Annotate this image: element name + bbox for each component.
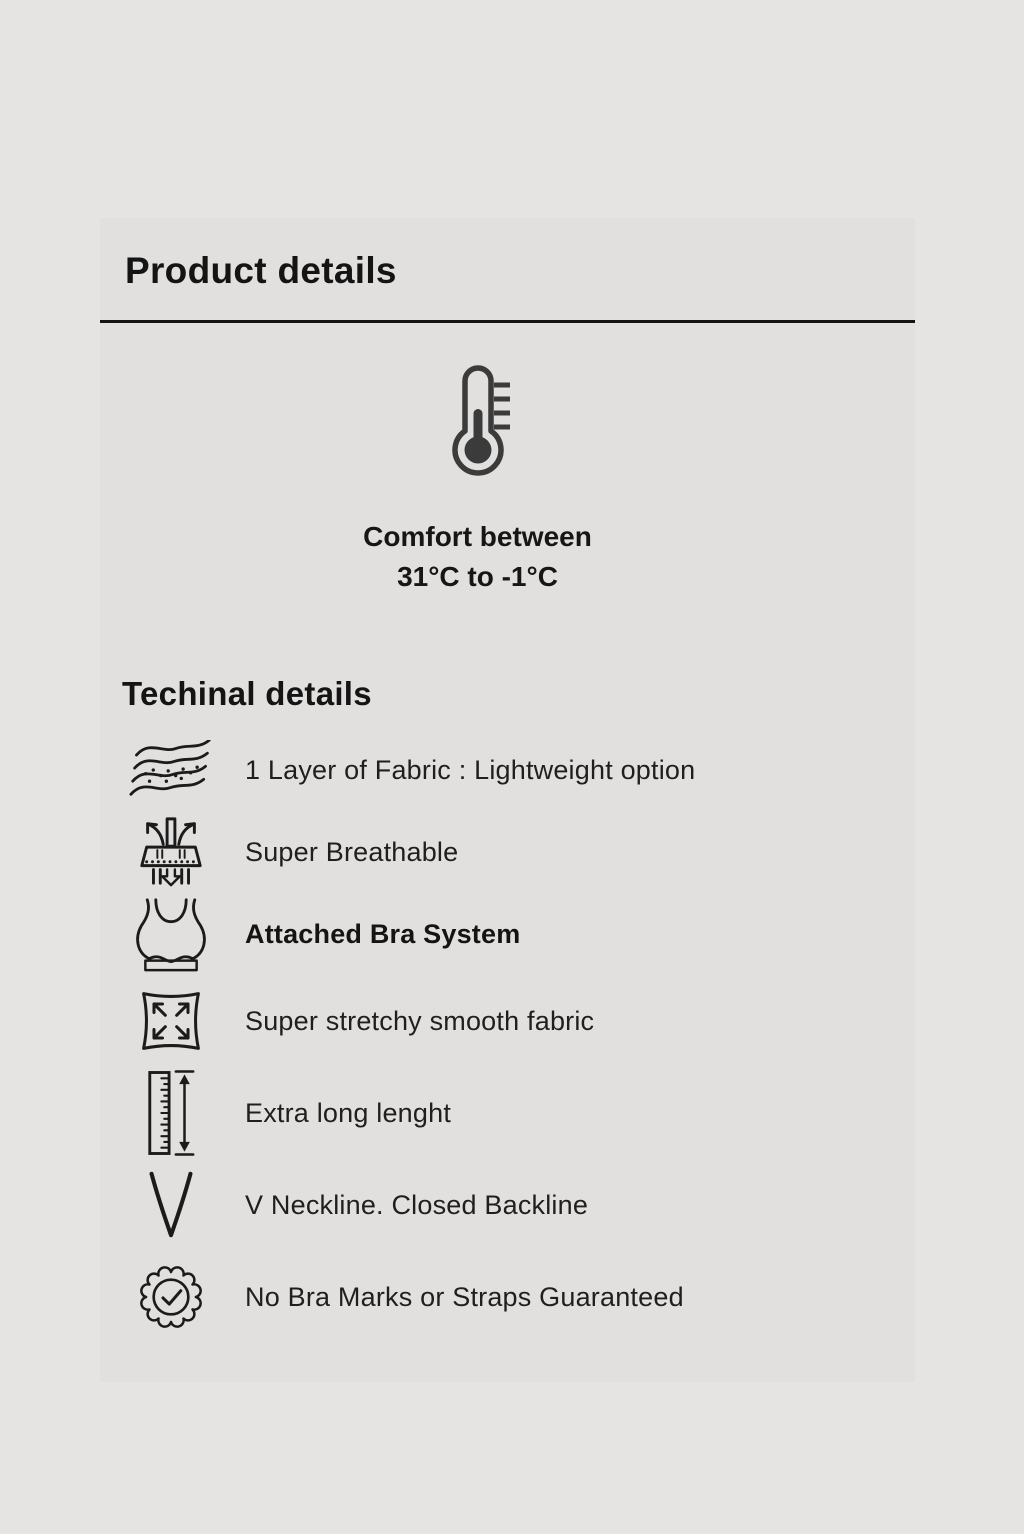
- technical-item-label: 1 Layer of Fabric : Lightweight option: [245, 754, 696, 785]
- fabric-layers-icon: [128, 740, 214, 800]
- technical-item-fabric-layers: [100, 729, 915, 811]
- technical-item-length: [100, 1067, 915, 1159]
- comfort-range-line2: 31°C to -1°C: [397, 561, 558, 592]
- ruler-length-icon: [128, 1066, 214, 1160]
- comfort-range-line1: Comfort between: [363, 521, 592, 552]
- technical-item-breathable: [100, 811, 915, 893]
- technical-item-neckline: [100, 1159, 915, 1251]
- product-details-panel: [100, 218, 915, 1382]
- technical-item-label: Extra long lenght: [245, 1097, 452, 1128]
- stretch-icon: [128, 987, 214, 1055]
- technical-item-guarantee: [100, 1251, 915, 1343]
- bra-icon: [128, 896, 214, 972]
- technical-item-label: Super stretchy smooth fabric: [245, 1005, 595, 1036]
- breathability-icon: [128, 815, 214, 889]
- v-neckline-icon: [128, 1170, 214, 1240]
- comfort-section: [100, 323, 855, 597]
- technical-details-list: [100, 729, 915, 1343]
- product-details-title: Product details: [125, 250, 397, 291]
- technical-item-stretch: [100, 975, 915, 1067]
- technical-item-bra: [100, 893, 915, 975]
- guarantee-seal-icon: [128, 1265, 214, 1329]
- technical-item-label: Attached Bra System: [245, 918, 521, 949]
- technical-item-label: No Bra Marks or Straps Guaranteed: [245, 1281, 684, 1312]
- technical-item-label: V Neckline. Closed Backline: [245, 1189, 589, 1220]
- technical-details-title: Techinal details: [122, 675, 372, 712]
- thermometer-icon: [440, 353, 516, 489]
- technical-item-label: Super Breathable: [245, 836, 459, 867]
